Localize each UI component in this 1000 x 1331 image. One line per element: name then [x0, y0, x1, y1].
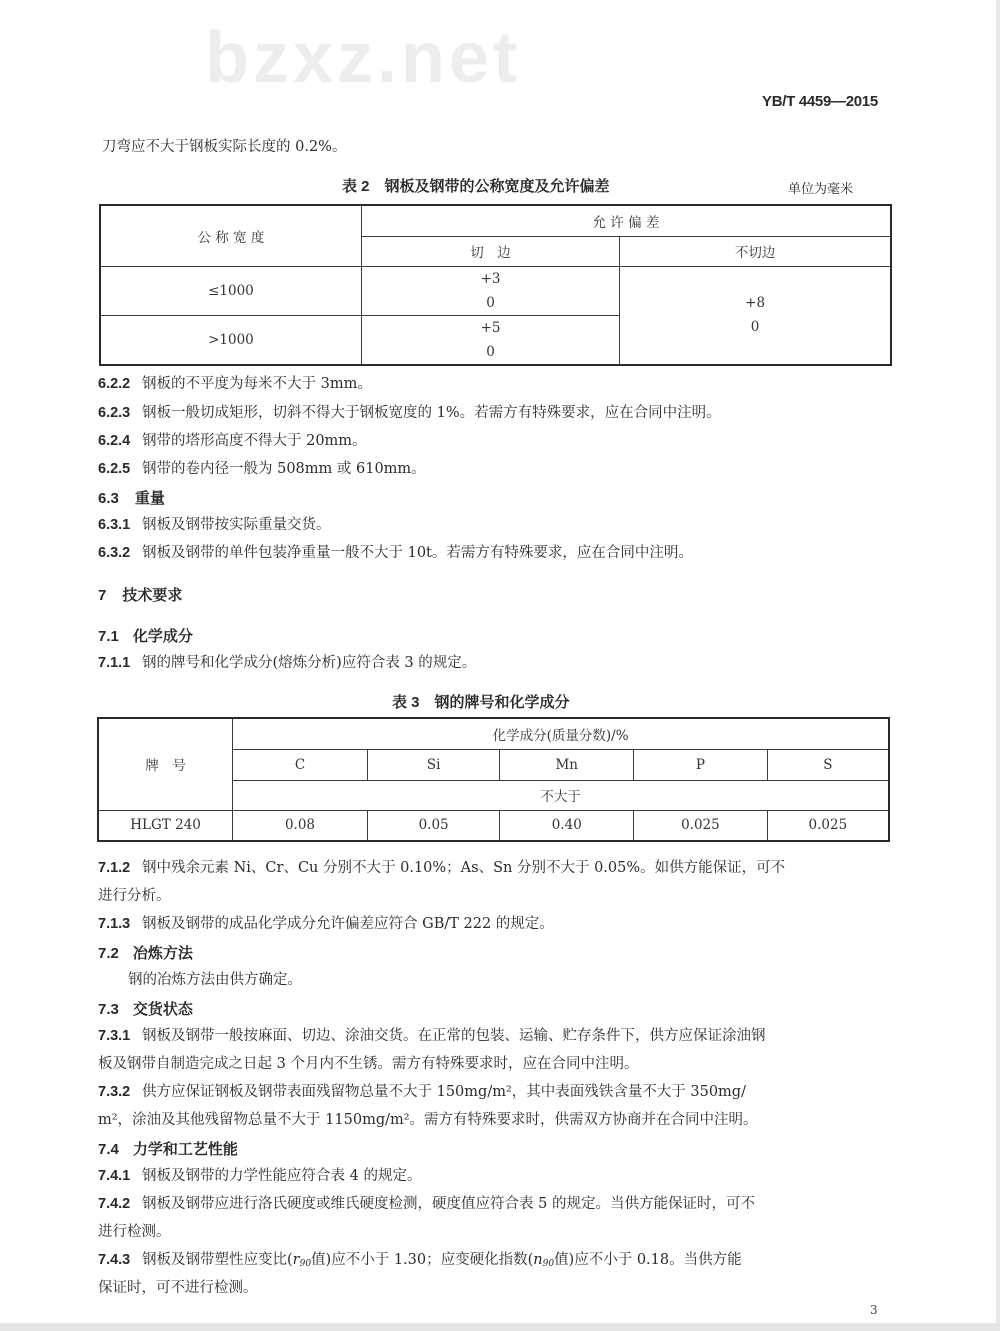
table3-header-element: Mn	[500, 749, 634, 780]
table-row	[100, 266, 891, 315]
clause-7-4-3: 7.4.3 钢板及钢带塑性应变比($r_{90}$值)应不小于 1.30；应变硬化指数($n_{90}$值)应不小于 0.18。当供方能	[98, 1252, 742, 1269]
section-6-3-heading: 6.3 重量	[98, 490, 165, 507]
cut-upper: +5	[480, 319, 501, 336]
clause-6-2-3: 6.2.3 钢板一般切成矩形，切斜不得大于钢板宽度的 1%。若需方有特殊要求，应在合同中注明。	[98, 405, 721, 421]
table2-header-uncut: 不切边	[620, 236, 891, 266]
clause-7-1-1: 7.1.1 钢的牌号和化学成分(熔炼分析)应符合表 3 的规定。	[98, 655, 477, 671]
table2-cell-cut	[361, 315, 619, 365]
section-7-heading: 7 技术要求	[98, 587, 183, 604]
table3-cell-value: 0.40	[500, 810, 634, 841]
section-7-1-heading: 7.1 化学成分	[98, 628, 193, 645]
clause-7-4-3-cont: 保证时，可不进行检测。	[98, 1280, 258, 1296]
clause-7-3-2-cont: m²，涂油及其他残留物总量不大于 1150mg/m²。需方有特殊要求时，供需双方协商并在合同中注明。	[98, 1112, 758, 1128]
table2-cell-width: >1000	[100, 315, 361, 365]
table2-cell-width: ≤1000	[100, 266, 361, 315]
clause-7-4-1: 7.4.1 钢板及钢带的力学性能应符合表 4 的规定。	[98, 1168, 422, 1184]
table3-limit-label: 不大于	[233, 780, 889, 810]
table3-header-element: C	[233, 749, 368, 780]
r-subscript: 90	[299, 1259, 312, 1269]
table2-cell-cut	[361, 266, 619, 315]
cut-lower: 0	[486, 294, 495, 311]
table3-header-element: Si	[367, 749, 500, 780]
table3-header-grade: 牌 号	[98, 718, 233, 810]
table2-unit: 单位为毫米	[788, 182, 854, 197]
table2-caption: 表 2 钢板及钢带的公称宽度及允许偏差	[342, 178, 610, 195]
clause-6-2-2: 6.2.2 钢板的不平度为每米不大于 3mm。	[98, 376, 372, 392]
clause-6-2-5: 6.2.5 钢带的卷内径一般为 508mm 或 610mm。	[98, 461, 426, 477]
r-symbol: r	[292, 1252, 300, 1268]
table-row	[98, 810, 889, 841]
clause-7-1-2: 7.1.2 钢中残余元素 Ni、Cr、Cu 分别不大于 0.10%；As、Sn 分别不大于 0.05%。如供方能保证，可不	[98, 860, 786, 876]
cut-lower: 0	[486, 343, 495, 360]
intro-line: 刀弯应不大于钢板实际长度的 0.2%。	[102, 139, 347, 155]
clause-6-3-2: 6.3.2 钢板及钢带的单件包装净重量一般不大于 10t。若需方有特殊要求，应在合同中注明。	[98, 545, 693, 561]
section-7-2-text: 钢的冶炼方法由供方确定。	[128, 972, 302, 988]
table2-cell-uncut	[620, 266, 891, 365]
uncut-lower: 0	[750, 319, 760, 335]
table3-cell-grade: HLGT 240	[98, 810, 233, 841]
table2-header-tolerance: 允 许 偏 差	[361, 205, 891, 236]
table2	[99, 204, 892, 366]
clause-7-3-2: 7.3.2 供方应保证钢板及钢带表面残留物总量不大于 150mg/m²，其中表面残铁含量不大于 350mg/	[98, 1084, 746, 1100]
uncut-upper: +8	[745, 295, 766, 311]
table2-header-cut: 切 边	[361, 236, 619, 266]
cut-upper: +3	[480, 270, 501, 287]
table3-cell-value: 0.08	[233, 810, 368, 841]
table3-caption: 表 3 钢的牌号和化学成分	[392, 694, 570, 711]
table3-header-element: S	[767, 749, 889, 780]
table2-header-width: 公 称 宽 度	[100, 205, 361, 266]
section-7-4-heading: 7.4 力学和工艺性能	[98, 1141, 238, 1158]
clause-7-4-2: 7.4.2 钢板及钢带应进行洛氏硬度或维氏硬度检测，硬度值应符合表 5 的规定。当供方能保证时，可不	[98, 1196, 755, 1212]
table3-cell-value: 0.025	[767, 810, 889, 841]
section-7-3-heading: 7.3 交货状态	[98, 1001, 193, 1018]
clause-6-2-4: 6.2.4 钢带的塔形高度不得大于 20mm。	[98, 433, 367, 449]
table3-header-element: P	[634, 749, 768, 780]
table3	[97, 717, 890, 842]
clause-6-3-1: 6.3.1 钢板及钢带按实际重量交货。	[98, 517, 331, 533]
clause-7-3-1: 7.3.1 钢板及钢带一般按麻面、切边、涂油交货。在正常的包装、运输、贮存条件下，供方应保证涂油钢	[98, 1028, 766, 1044]
n-symbol: n	[533, 1252, 543, 1268]
table3-cell-value: 0.05	[367, 810, 500, 841]
clause-7-4-2-cont: 进行检测。	[98, 1224, 171, 1240]
table3-header-composition: 化学成分(质量分数)/%	[233, 718, 889, 749]
page-edge-bottom	[0, 1323, 1000, 1331]
table3-cell-value: 0.025	[634, 810, 768, 841]
page-number: 3	[870, 1303, 878, 1317]
n-subscript: 90	[542, 1259, 555, 1269]
clause-7-3-1-cont: 板及钢带自制造完成之日起 3 个月内不生锈。需方有特殊要求时，应在合同中注明。	[98, 1056, 639, 1072]
watermark: bzxz.net	[205, 18, 522, 98]
document-code: YB/T 4459—2015	[762, 93, 878, 110]
clause-7-1-3: 7.1.3 钢板及钢带的成品化学成分允许偏差应符合 GB/T 222 的规定。	[98, 916, 554, 932]
page-edge-right	[996, 0, 1000, 1331]
section-7-2-heading: 7.2 冶炼方法	[98, 945, 193, 962]
clause-7-1-2-cont: 进行分析。	[98, 888, 171, 904]
